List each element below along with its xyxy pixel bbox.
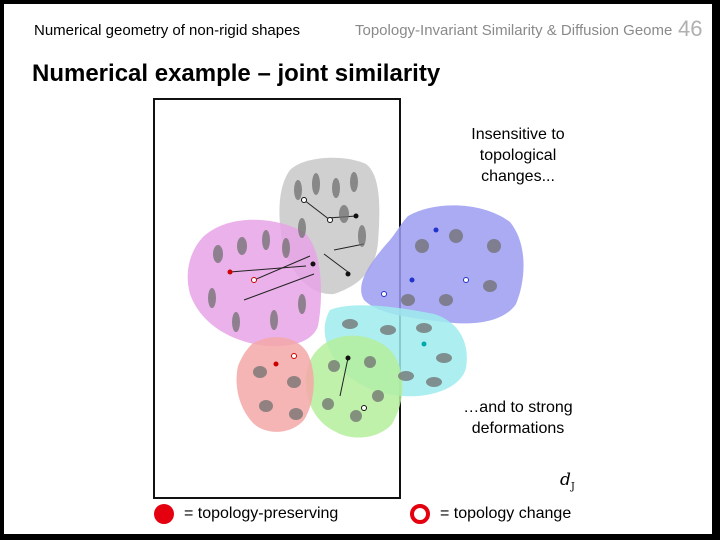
legend-topology-change xyxy=(410,502,571,526)
slide-title: Numerical example – joint similarity xyxy=(32,60,441,87)
math-symbol: d xyxy=(560,470,571,490)
legend-label-change: = topology change xyxy=(440,505,572,522)
hollow-circle-icon xyxy=(410,504,430,524)
math-subscript: J xyxy=(570,481,575,493)
cluster-lions xyxy=(237,337,314,432)
cluster-gorillas xyxy=(361,205,523,323)
lecture-title: Topology-Invariant Similarity & Diffusion Geome xyxy=(355,22,673,39)
legend-label-preserving: = topology-preserving xyxy=(184,505,339,522)
cluster-dogs xyxy=(306,336,403,438)
course-title: Numerical geometry of non-rigid shapes xyxy=(34,22,300,39)
annotation-deformations: …and to strong deformations xyxy=(448,397,588,439)
slide-number: 46 xyxy=(678,16,703,41)
slide xyxy=(4,4,712,534)
joint-similarity-symbol xyxy=(560,470,575,492)
filled-circle-icon xyxy=(154,504,174,524)
cluster-plot xyxy=(4,4,712,534)
annotation-topology: Insensitive to topological changes... xyxy=(456,124,580,187)
legend-topology-preserving xyxy=(154,502,338,526)
cluster-humans-posing xyxy=(188,220,321,347)
